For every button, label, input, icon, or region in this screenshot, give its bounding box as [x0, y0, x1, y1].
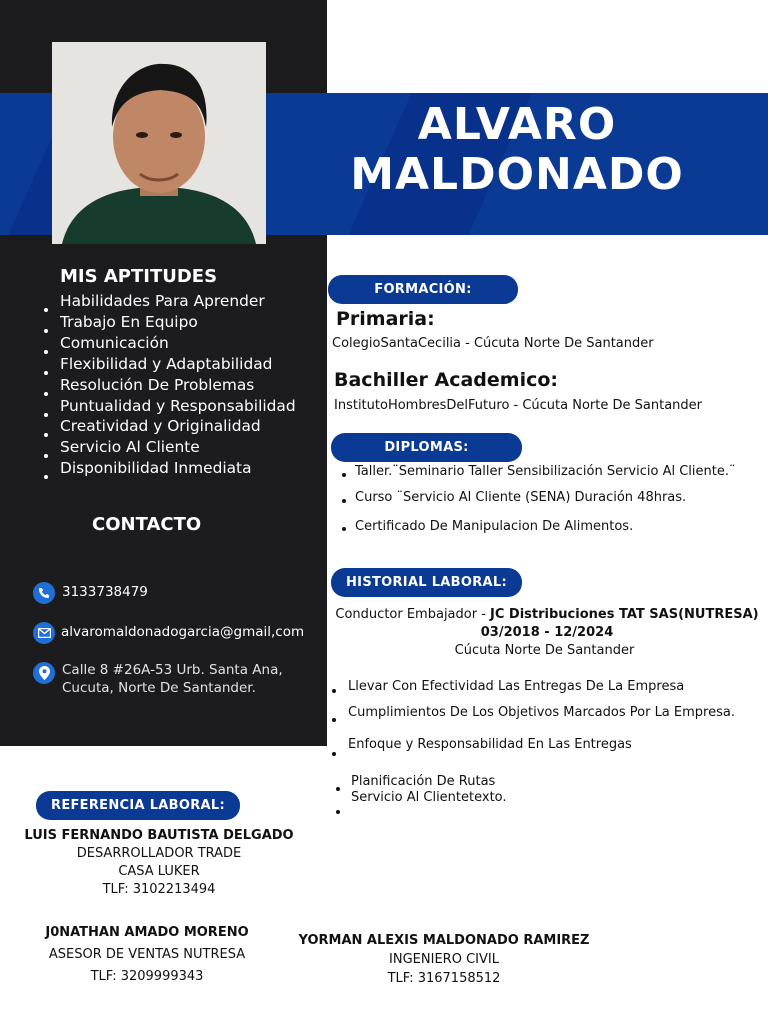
reference-card [296, 931, 592, 988]
bullet [332, 718, 336, 722]
contact-address-line2: Cucuta, Norte De Santander. [62, 680, 256, 696]
reference-name: J0NATHAN AMADO MORENO [45, 925, 249, 940]
secondary-education-detail: InstitutoHombresDelFuturo - Cúcuta Norte De Santander [334, 398, 702, 413]
mail-icon [33, 622, 55, 644]
job-role: Conductor Embajador - [335, 607, 491, 622]
referencias-heading: REFERENCIA LABORAL: [36, 791, 240, 820]
aptitude-item: Puntualidad y Responsabilidad [60, 396, 325, 417]
aptitude-item: Flexibilidad y Adaptabilidad [60, 354, 325, 375]
aptitude-item: Servicio Al Cliente [60, 437, 325, 458]
bullet [342, 473, 346, 477]
reference-line: ASESOR DE VENTAS NUTRESA [48, 947, 246, 962]
aptitude-item: Comunicación [60, 333, 325, 354]
job-task: Llevar Con Efectividad Las Entregas De La Empresa [348, 679, 685, 694]
bullet [342, 499, 346, 503]
aptitude-item: Resolución De Problemas [60, 375, 325, 396]
location-icon [33, 662, 55, 684]
contact-title: CONTACTO [92, 514, 202, 535]
profile-photo [52, 42, 266, 244]
last-name: MALDONADO [350, 149, 684, 200]
contact-address-line1: Calle 8 #26A-53 Urb. Santa Ana, [62, 662, 283, 678]
phone-icon [33, 582, 55, 604]
aptitude-item: Creatividad y Originalidad [60, 416, 325, 437]
job-location: Cúcuta Norte De Santander [454, 643, 635, 658]
diploma-item: Curso ¨Servicio Al Cliente (SENA) Duración 48hras. [355, 490, 687, 505]
aptitudes-list [60, 291, 325, 479]
bullet [336, 810, 340, 814]
aptitude-item: Habilidades Para Aprender [60, 291, 325, 312]
job-dates: 03/2018 - 12/2024 [480, 625, 614, 640]
reference-name: LUIS FERNANDO BAUTISTA DELGADO [24, 828, 294, 843]
reference-line: CASA LUKER [118, 864, 200, 879]
job-task: Planificación De Rutas [351, 774, 496, 789]
secondary-education-label: Bachiller Academico: [334, 369, 559, 391]
reference-phone: TLF: 3167158512 [387, 971, 501, 986]
reference-phone: TLF: 3209999343 [90, 969, 204, 984]
reference-line: DESARROLLADOR TRADE [76, 846, 242, 861]
bullet [332, 689, 336, 693]
diploma-item: Taller.¨Seminario Taller Sensibilización Servicio Al Cliente.¨ [355, 464, 736, 479]
bullet [342, 527, 346, 531]
formacion-heading: FORMACIÓN: [328, 275, 518, 304]
job-company: JC Distribuciones TAT SAS(NUTRESA) [490, 607, 759, 622]
bullet [332, 752, 336, 756]
person-photo-icon [52, 42, 266, 244]
reference-line: INGENIERO CIVIL [389, 952, 499, 967]
name-header [327, 93, 768, 235]
diplomas-heading: DIPLOMAS: [331, 433, 522, 462]
aptitude-item: Trabajo En Equipo [60, 312, 325, 333]
job-task: Servicio Al Clientetexto. [351, 790, 507, 805]
job-task: Enfoque y Responsabilidad En Las Entregas [348, 737, 632, 752]
diploma-item: Certificado De Manipulacion De Alimentos. [355, 519, 634, 534]
reference-name: YORMAN ALEXIS MALDONADO RAMIREZ [298, 933, 590, 948]
first-name: ALVARO [417, 99, 617, 150]
reference-phone: TLF: 3102213494 [102, 882, 216, 897]
job-task: Cumplimientos De Los Objetivos Marcados Por La Empresa. [348, 705, 735, 720]
aptitude-item: Disponibilidad Inmediata [60, 458, 325, 479]
aptitudes-title: MIS APTITUDES [60, 266, 218, 287]
reference-card [0, 922, 294, 988]
primary-education-label: Primaria: [336, 308, 435, 330]
primary-education-detail: ColegioSantaCecilia - Cúcuta Norte De Santander [332, 336, 654, 351]
job-title-line [332, 607, 762, 622]
historial-heading: HISTORIAL LABORAL: [331, 568, 522, 597]
contact-phone[interactable]: 3133738479 [62, 584, 148, 600]
contact-email[interactable]: alvaromaldonadogarcia@gmail,com [61, 624, 305, 640]
bullet [336, 787, 340, 791]
reference-card [10, 827, 308, 899]
